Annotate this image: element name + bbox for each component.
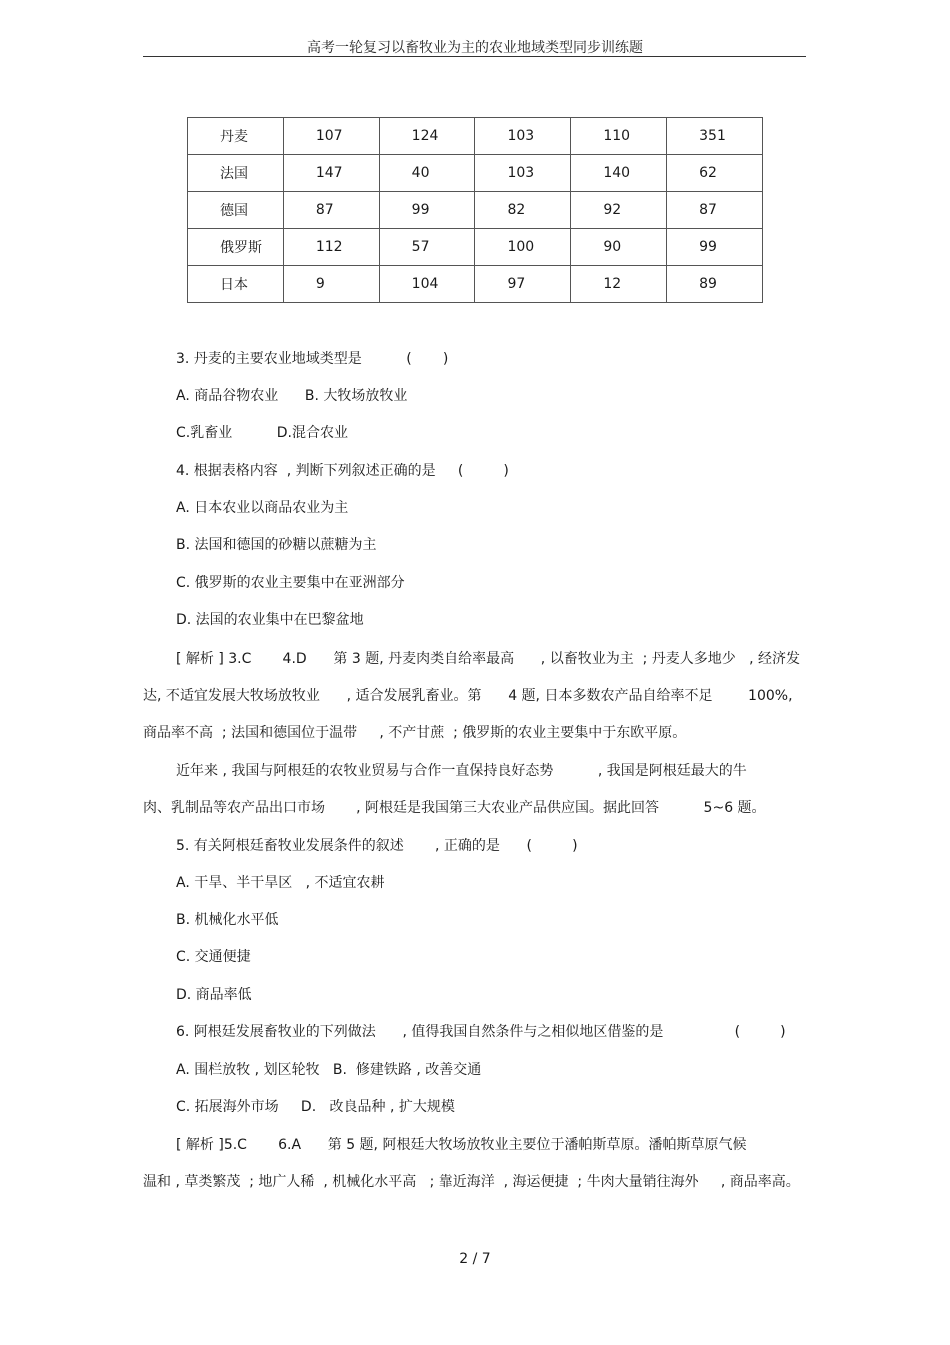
table-cell: 112 [283, 229, 379, 266]
table-cell: 124 [379, 118, 475, 155]
table-cell: 99 [379, 192, 475, 229]
q3-options-ab: A. 商品谷物农业 B. 大牧场放牧业 [176, 388, 408, 404]
q4-option-a: A. 日本农业以商品农业为主 [176, 500, 349, 516]
table-cell: 德国 [188, 192, 284, 229]
analysis-5-6: [ 解析 ]5.C 6.A 第 5 题, 阿根廷大牧场放牧业主要位于潘帕斯草原。潘帕斯草原气候 [176, 1137, 747, 1153]
q5-option-b: B. 机械化水平低 [176, 912, 279, 928]
table-cell: 法国 [188, 155, 284, 192]
table-cell: 107 [283, 118, 379, 155]
table-cell: 97 [475, 266, 571, 303]
table-row [188, 118, 763, 155]
table-cell: 103 [475, 118, 571, 155]
data-table [187, 117, 763, 303]
header-rule [143, 56, 806, 57]
table-cell: 俄罗斯 [188, 229, 284, 266]
table-cell: 87 [667, 192, 763, 229]
table-cell: 89 [667, 266, 763, 303]
table-cell: 104 [379, 266, 475, 303]
table-cell: 110 [571, 118, 667, 155]
passage-intro-line2: 肉、乳制品等农产品出口市场 , 阿根廷是我国第三大农业产品供应国。据此回答 5~6 题。 [143, 800, 766, 816]
table-row [188, 229, 763, 266]
page-number: 2 / 7 [459, 1251, 491, 1267]
question-3: 3. 丹麦的主要农业地域类型是 ( ) [176, 351, 449, 367]
q5-option-a: A. 干旱、半干旱区 , 不适宜农耕 [176, 875, 385, 891]
table-row [188, 266, 763, 303]
question-6: 6. 阿根廷发展畜牧业的下列做法 , 值得我国自然条件与之相似地区借鉴的是 ( ) [176, 1024, 786, 1040]
q6-options-ab: A. 围栏放牧 , 划区轮牧 B. 修建铁路 , 改善交通 [176, 1062, 482, 1078]
analysis-3-4-line3: 商品率不高 ; 法国和德国位于温带 , 不产甘蔗 ; 俄罗斯的农业主要集中于东欧平原。 [143, 725, 687, 741]
table-cell: 12 [571, 266, 667, 303]
q4-option-b: B. 法国和德国的砂糖以蔗糖为主 [176, 537, 377, 553]
table-cell: 90 [571, 229, 667, 266]
table-cell: 丹麦 [188, 118, 284, 155]
q6-options-cd: C. 拓展海外市场 D. 改良品种 , 扩大规模 [176, 1099, 455, 1115]
table-cell: 140 [571, 155, 667, 192]
table-cell: 99 [667, 229, 763, 266]
analysis-3-4-line2: 达, 不适宜发展大牧场放牧业 , 适合发展乳畜业。第 4 题, 日本多数农产品自给率不足 100%, [143, 688, 793, 704]
table-cell: 147 [283, 155, 379, 192]
table-cell: 351 [667, 118, 763, 155]
q3-options-cd: C.乳畜业 D.混合农业 [176, 425, 348, 441]
table-cell: 100 [475, 229, 571, 266]
table-cell: 9 [283, 266, 379, 303]
analysis-3-4: [ 解析 ] 3.C 4.D 第 3 题, 丹麦肉类自给率最高 , 以畜牧业为主 ; 丹麦人多地少 , 经济发 [176, 651, 801, 667]
question-5: 5. 有关阿根廷畜牧业发展条件的叙述 , 正确的是 ( ) [176, 838, 578, 854]
table-cell: 日本 [188, 266, 284, 303]
table-cell: 62 [667, 155, 763, 192]
table-cell: 40 [379, 155, 475, 192]
analysis-5-6-line2: 温和 , 草类繁茂 ; 地广人稀 , 机械化水平高 ; 靠近海洋 , 海运便捷 ; 牛肉大量销往海外 , 商品率高。 [143, 1174, 800, 1190]
table-row [188, 192, 763, 229]
table-cell: 103 [475, 155, 571, 192]
q5-option-d: D. 商品率低 [176, 987, 252, 1003]
question-4: 4. 根据表格内容 , 判断下列叙述正确的是 ( ) [176, 463, 509, 479]
q4-option-c: C. 俄罗斯的农业主要集中在亚洲部分 [176, 575, 405, 591]
q5-option-c: C. 交通便捷 [176, 949, 251, 965]
q4-option-d: D. 法国的农业集中在巴黎盆地 [176, 612, 364, 628]
table-cell: 92 [571, 192, 667, 229]
passage-intro: 近年来 , 我国与阿根廷的农牧业贸易与合作一直保持良好态势 , 我国是阿根廷最大的牛 [176, 763, 747, 779]
table-cell: 57 [379, 229, 475, 266]
page-header-title: 高考一轮复习以畜牧业为主的农业地域类型同步训练题 [307, 40, 643, 56]
table-cell: 87 [283, 192, 379, 229]
table-row [188, 155, 763, 192]
table-cell: 82 [475, 192, 571, 229]
